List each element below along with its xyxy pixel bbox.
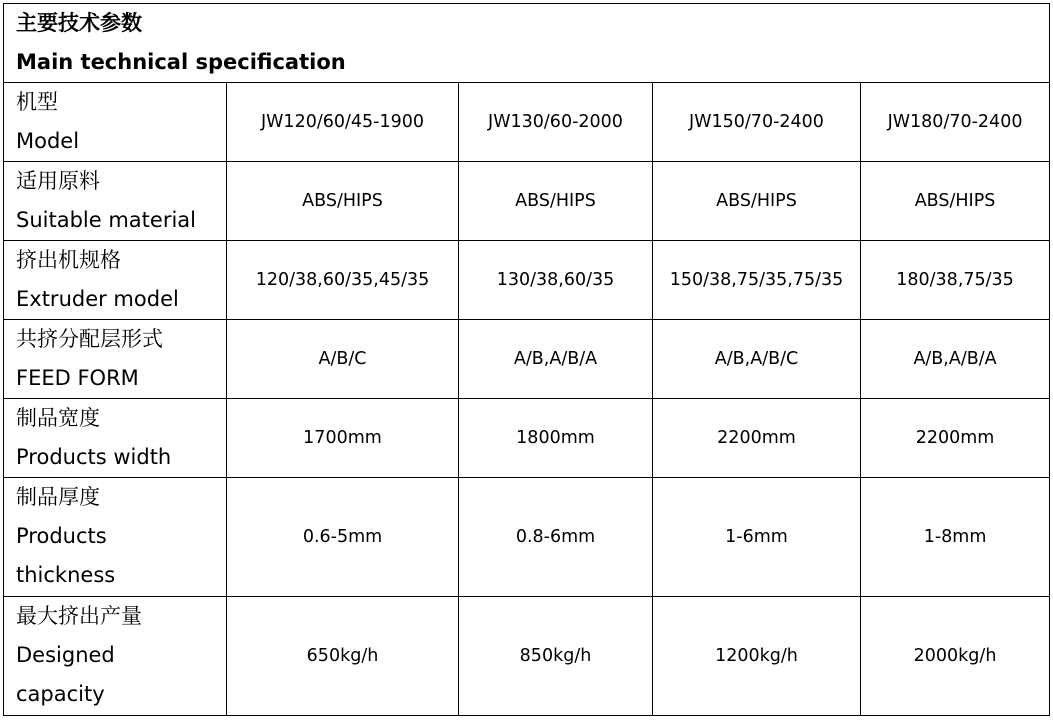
- table-cell: JW150/70-2400: [653, 83, 861, 162]
- row-label-en: Extruder model: [16, 287, 179, 311]
- table-cell: 850kg/h: [459, 597, 653, 716]
- table-cell: 0.8-6mm: [459, 478, 653, 597]
- table-cell: A/B,A/B/A: [459, 320, 653, 399]
- table-cell: 1200kg/h: [653, 597, 861, 716]
- table-cell: JW130/60-2000: [459, 83, 653, 162]
- table-row-width: [4, 399, 1050, 478]
- table-row-material: [4, 162, 1050, 241]
- row-label-cell: [4, 478, 227, 597]
- table-header-row: [4, 4, 1050, 83]
- row-label-zh: 制品宽度: [16, 406, 100, 430]
- table-row-thickness: [4, 478, 1050, 597]
- row-label-zh: 制品厚度: [16, 485, 100, 509]
- table-cell: 1700mm: [227, 399, 459, 478]
- table-cell: ABS/HIPS: [653, 162, 861, 241]
- table-cell: A/B,A/B/A: [861, 320, 1050, 399]
- row-label-zh: 适用原料: [16, 169, 100, 193]
- row-label-en: FEED FORM: [16, 366, 139, 390]
- table-cell: 180/38,75/35: [861, 241, 1050, 320]
- row-label-en: Products width: [16, 445, 172, 469]
- table-cell: JW120/60/45-1900: [227, 83, 459, 162]
- row-label-zh: 挤出机规格: [16, 248, 121, 272]
- row-label-cell: [4, 597, 227, 716]
- table-cell: 130/38,60/35: [459, 241, 653, 320]
- row-label-cell: [4, 399, 227, 478]
- spec-table: [3, 3, 1050, 716]
- row-label-zh: 最大挤出产量: [16, 604, 142, 628]
- table-cell: JW180/70-2400: [861, 83, 1050, 162]
- table-cell: 1800mm: [459, 399, 653, 478]
- row-label-en: Designed capacity: [16, 643, 115, 706]
- table-title-en: Main technical specification: [16, 50, 346, 74]
- table-cell: 1-8mm: [861, 478, 1050, 597]
- table-header-cell: [4, 4, 1050, 83]
- table-cell: 2200mm: [861, 399, 1050, 478]
- row-label-en: Model: [16, 129, 80, 153]
- row-label-cell: [4, 320, 227, 399]
- row-label-en: Suitable material: [16, 208, 196, 232]
- table-cell: 150/38,75/35,75/35: [653, 241, 861, 320]
- row-label-zh: 共挤分配层形式: [16, 327, 163, 351]
- table-row-feed-form: [4, 320, 1050, 399]
- row-label-zh: 机型: [16, 90, 58, 114]
- table-cell: ABS/HIPS: [459, 162, 653, 241]
- table-row-extruder: [4, 241, 1050, 320]
- table-cell: 650kg/h: [227, 597, 459, 716]
- table-cell: A/B/C: [227, 320, 459, 399]
- table-cell: 2000kg/h: [861, 597, 1050, 716]
- table-cell: 2200mm: [653, 399, 861, 478]
- table-cell: ABS/HIPS: [227, 162, 459, 241]
- table-title-zh: 主要技术参数: [16, 11, 142, 35]
- table-cell: 1-6mm: [653, 478, 861, 597]
- row-label-en: Products thickness: [16, 524, 116, 587]
- table-cell: 120/38,60/35,45/35: [227, 241, 459, 320]
- table-row-model: [4, 83, 1050, 162]
- table-row-capacity: [4, 597, 1050, 716]
- table-cell: 0.6-5mm: [227, 478, 459, 597]
- row-label-cell: [4, 241, 227, 320]
- row-label-cell: [4, 162, 227, 241]
- table-cell: A/B,A/B/C: [653, 320, 861, 399]
- row-label-cell: [4, 83, 227, 162]
- table-cell: ABS/HIPS: [861, 162, 1050, 241]
